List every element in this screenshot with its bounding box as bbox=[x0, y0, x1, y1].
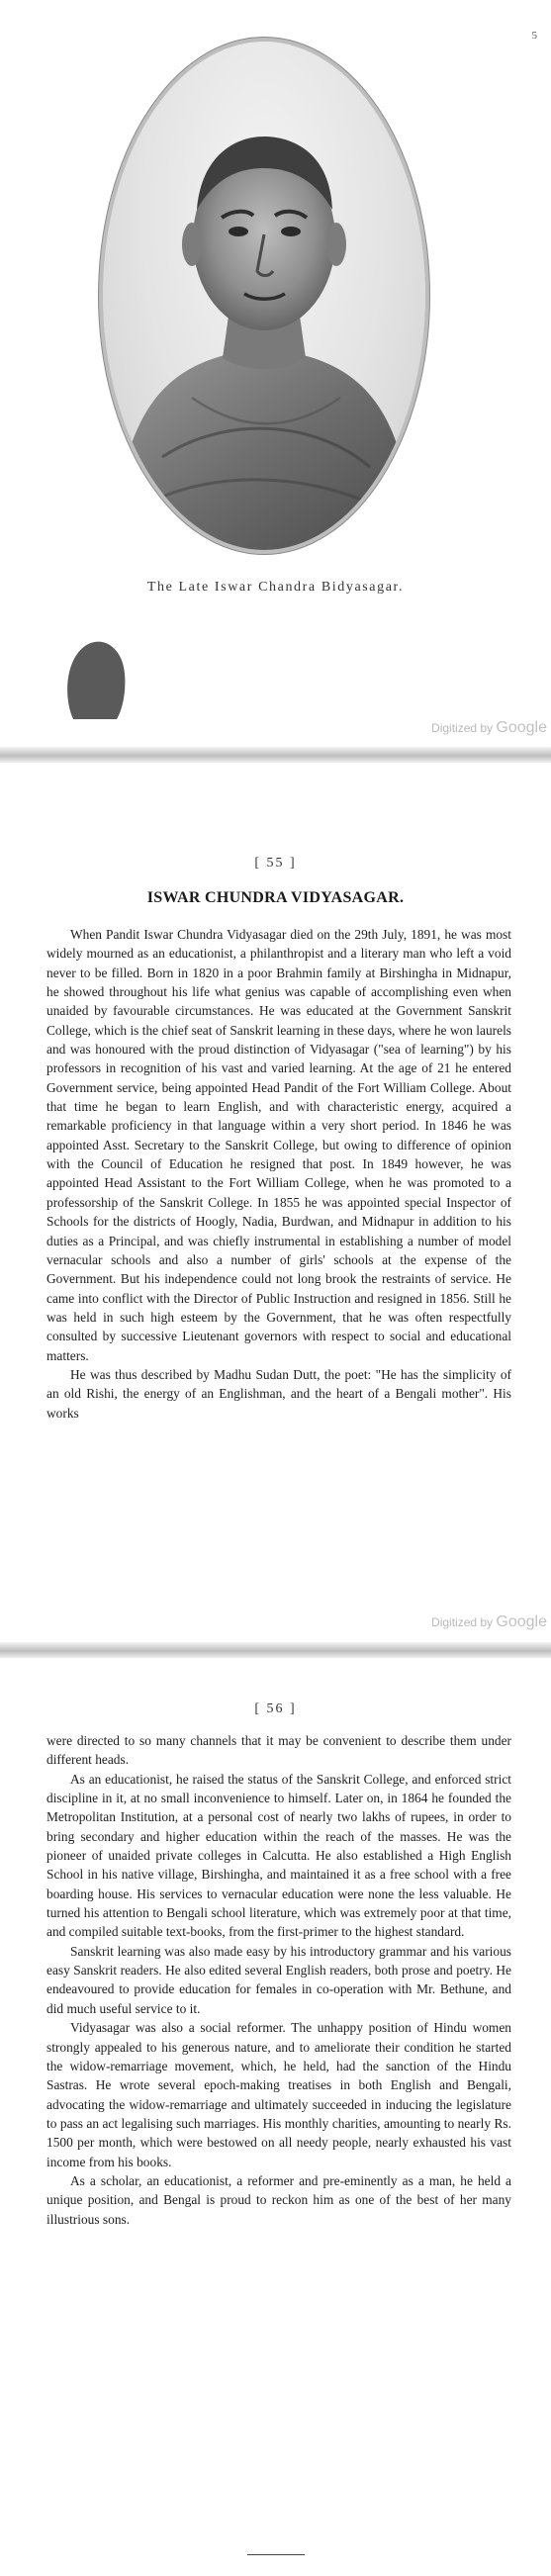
paragraph: Vidyasagar was also a social reformer. The unhappy position of Hindu women strongly appealed to his generous nature, and to ameliorate their condition he started the widow-remarriage movement, which, he held, had the sanction of the Hindu Sastras. He wrote several epoch-making treatises in both English and Bengali, advocating the widow-remarriage and ultimately succeeded in inducing the legislature to pass an act legalising such marriages. His monthly charities, amounting to nearly Rs. 1500 per month, which were bestowed on all needy people, nearly exhausted his vast income from his books. bbox=[46, 2020, 511, 2169]
page-55 bbox=[0, 763, 551, 1642]
end-rule bbox=[247, 2554, 305, 2555]
page-number: [ 55 ] bbox=[254, 856, 297, 871]
paragraph: As an educationist, he raised the status of the Sanskrit College, and enforced strict discipline in it, at no small inconvenience to himself. Later on, in 1864 he founded the Metropolitan Institution, at a personal cost of nearly two lakhs of rupees, in order to bring secondary and higher education within the reach of the masses. He was the pioneer of unaided private colleges in Calcutta. He also established a High English School in his native village, Birshingha, and maintained it as a free school with a free boarding house. His services to vernacular education were none the less valuable. He turned his attention to Bengali school literature, which was extremely poor at that time, and compiled suitable text-books, from the first-primer to the highest standard. bbox=[46, 1771, 511, 1940]
paragraph: Sanskrit learning was also made easy by his introductory grammar and his various easy Sanskrit readers. He also edited several English readers, both prose and poetry. He endeavoured to provide education for females in co-operation with Mr. Bethune, and did much useful service to it. bbox=[46, 1943, 511, 2016]
portrait-photograph bbox=[103, 42, 425, 550]
page-56-body bbox=[46, 1731, 511, 2229]
portrait-caption: The Late Iswar Chandra Bidyasagar. bbox=[146, 580, 405, 595]
corner-page-number: 5 bbox=[531, 30, 537, 42]
paragraph: As a scholar, an educationist, a reformer and pre-eminently as a man, he held a unique position, and Bengal is proud to reckon him as one of the best of her many illustrious sons. bbox=[46, 2172, 511, 2227]
paragraph: When Pandit Iswar Chundra Vidyasagar died on the 29th July, 1891, he was most widely mourned as an educationist, a philanthropist and a literary man who left a void never to be filled. Born in 1820 in a poor Brahmin family at Birshingha in Midnapur, he showed throughout his life what genius was capable of accomplishing even when unaided by favourable circumstances. He was educated at the Government Sanskrit College, which is the chief seat of Sanskrit learning in these days, where he won laurels and was honoured with the proud distinction of Vidyasagar ("sea of learning") by his professors in recognition of his vast and varied learning. At the age of 21 he entered Government service, being appointed Head Pandit of the Fort William College. About that time he began to learn English, and with characteristic energy, acquired a remarkable proficiency in that language within a very short period. In 1846 he was appointed Asst. Secretary to the Sanskrit College, but owing to difference of opinion with the Council of Education he resigned that post. In 1849 however, he was appointed Head Assistant to the Fort William College, when he was promoted to a professorship of the Sanskrit College. In 1855 he was appointed special Inspector of Schools for the districts of Hoogly, Nadia, Burdwan, and Midnapur in addition to his duties as a Principal, and was chiefly instrumental in establishing a number of model vernacular schools and also a number of girls' schools at the expense of the Government. But his independence could not long brook the restraints of service. He came into conflict with the Director of Public Instruction and resigned in 1856. Still he was held in such high esteem by the Government, that he was often respectfully consulted by successive Lieutenant governors with respect to social and educational matters. bbox=[46, 927, 511, 1363]
google-brand: Google bbox=[496, 719, 547, 736]
page-55-body bbox=[46, 925, 511, 1423]
portrait-illustration bbox=[103, 42, 425, 550]
watermark-prefix: Digitized by bbox=[431, 1615, 494, 1629]
watermark-prefix: Digitized by bbox=[431, 721, 494, 735]
continuation-paragraph: were directed to so many channels that it may be convenient to describe them under different heads. bbox=[46, 1733, 511, 1768]
digitized-watermark bbox=[431, 719, 547, 737]
page-divider bbox=[0, 747, 551, 763]
ink-blot-mark bbox=[59, 638, 129, 719]
paragraph: He was thus described by Madhu Sudan Dutt, the poet: "He has the simplicity of an old Rishi, the energy of an Englishman, and the heart of a Bengali mother". His works bbox=[46, 1366, 511, 1421]
page-number: [ 56 ] bbox=[254, 1702, 297, 1716]
article-title: ISWAR CHUNDRA VIDYASAGAR. bbox=[146, 889, 405, 906]
digitized-watermark bbox=[431, 1613, 547, 1631]
google-brand: Google bbox=[496, 1613, 547, 1630]
page-divider bbox=[0, 1642, 551, 1658]
page-portrait bbox=[0, 0, 551, 747]
page-56 bbox=[0, 1658, 551, 2576]
